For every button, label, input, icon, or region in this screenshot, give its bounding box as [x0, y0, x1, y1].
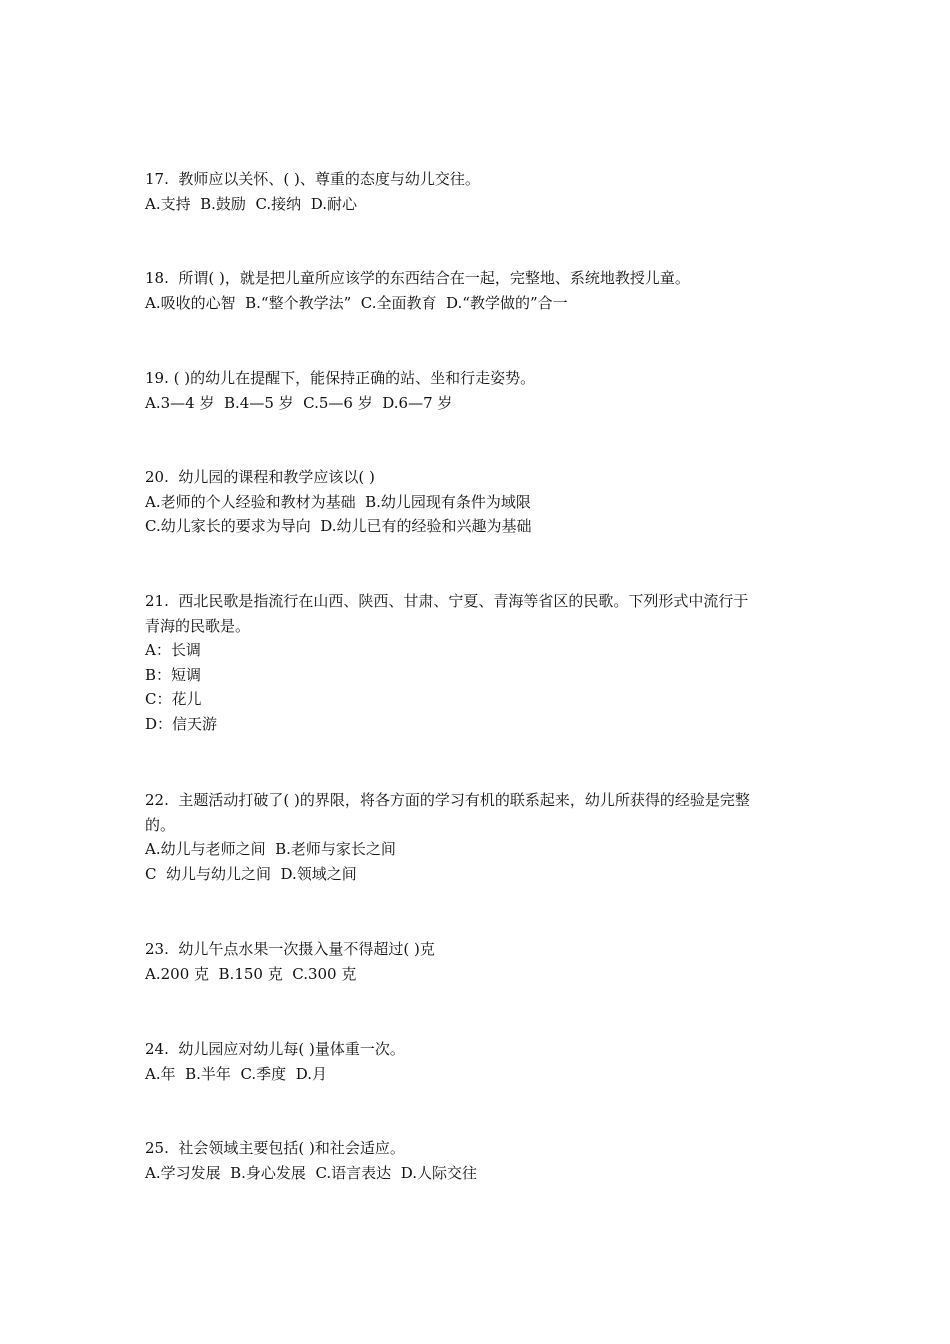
question-24	[145, 1037, 825, 1086]
option-b: B：短调	[145, 665, 202, 684]
question-stem: 24. 幼儿园应对幼儿每( )量体重一次。	[145, 1040, 405, 1058]
question-stem: 22. 主题活动打破了( )的界限，将各方面的学习有机的联系起来，幼儿所获得的经验是完整	[145, 791, 750, 809]
option-d: D：信天游	[145, 714, 218, 733]
question-options: A.200 克 B.150 克 C.300 克	[145, 964, 357, 983]
question-stem: 18. 所谓( )，就是把儿童所应该学的东西结合在一起，完整地、系统地教授儿童。	[145, 269, 690, 287]
question-23	[145, 937, 825, 986]
question-options: A.老师的个人经验和教材为基础 B.幼儿园现有条件为域限	[145, 492, 531, 511]
question-options: A.3—4 岁 B.4—5 岁 C.5—6 岁 D.6—7 岁	[145, 393, 453, 412]
question-21	[145, 589, 825, 736]
question-stem-continued: 的。	[145, 815, 176, 834]
question-stem: 21. 西北民歌是指流行在山西、陕西、甘肃、宁夏、青海等省区的民歌。下列形式中流行于	[145, 592, 749, 610]
question-stem: 23. 幼儿午点水果一次摄入量不得超过( )克	[145, 940, 435, 958]
question-options: A.学习发展 B.身心发展 C.语言表达 D.人际交往	[145, 1163, 477, 1182]
question-17	[145, 167, 825, 216]
question-options: C 幼儿与幼儿之间 D.领域之间	[145, 864, 357, 883]
question-options: A.支持 B.鼓励 C.接纳 D.耐心	[145, 194, 357, 213]
question-19	[145, 366, 825, 415]
question-stem: 25. 社会领域主要包括( )和社会适应。	[145, 1139, 405, 1157]
option-c: C：花儿	[145, 690, 202, 708]
question-options: C.幼儿家长的要求为导向 D.幼儿已有的经验和兴趣为基础	[145, 517, 532, 535]
question-stem: 20. 幼儿园的课程和教学应该以( )	[145, 468, 375, 486]
question-options: A.吸收的心智 B.“整个教学法” C.全面教育 D.“教学做的”合一	[145, 293, 568, 312]
question-22	[145, 788, 825, 886]
question-stem: 17. 教师应以关怀、( )、尊重的态度与幼儿交往。	[145, 170, 480, 188]
question-25	[145, 1136, 825, 1185]
option-a: A：长调	[145, 641, 201, 659]
question-stem: 19. ( )的幼儿在提醒下，能保持正确的站、坐和行走姿势。	[145, 369, 536, 387]
question-stem-continued: 青海的民歌是。	[145, 616, 251, 635]
question-options: A.幼儿与老师之间 B.老师与家长之间	[145, 840, 396, 858]
question-18	[145, 266, 825, 315]
question-20	[145, 465, 825, 539]
question-options: A.年 B.半年 C.季度 D.月	[145, 1064, 327, 1083]
